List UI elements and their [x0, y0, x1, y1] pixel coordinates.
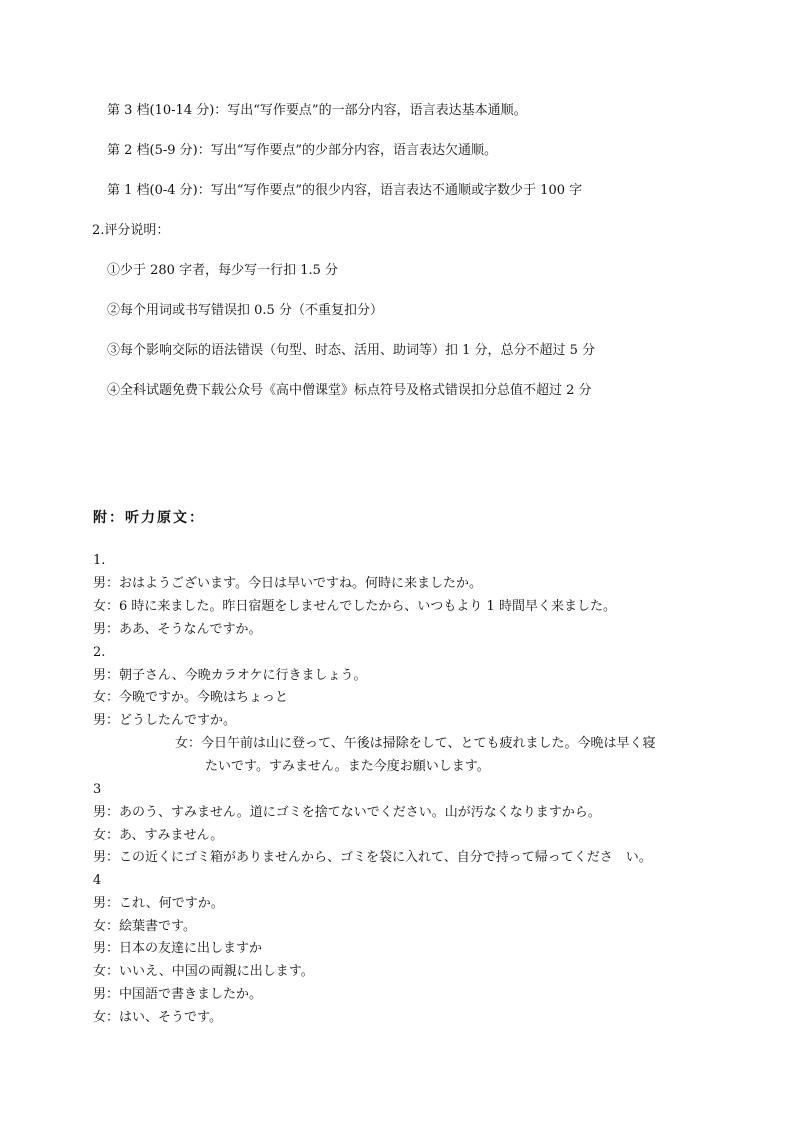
- q4-line-5: 男：中国語で書きましたか。: [93, 987, 263, 1002]
- q3-line-2: 女：あ、すみません。: [93, 828, 224, 843]
- question-3-number: 3: [93, 782, 102, 797]
- q2-line-3: 男：どうしたんですか。: [93, 713, 237, 728]
- q4-line-2: 女：絵葉書です。: [93, 919, 196, 934]
- q4-line-4: 女：いいえ、中国の両親に出します。: [93, 964, 314, 979]
- grade-3-text: 第 3 档(10-14 分)：写出“写作要点”的一部分内容，语言表达基本通顺。: [107, 103, 527, 118]
- criterion-1: ①少于 280 字者，每少写一行扣 1.5 分: [107, 263, 339, 278]
- q2-line-4-continued: たいです。すみません。また今度お願いします。: [205, 759, 490, 774]
- question-1-number: 1.: [93, 553, 106, 568]
- q3-line-1: 男：あのう、すみません。道にゴミを捨てないでください。山が汚なくなりますから。: [93, 805, 601, 820]
- q4-line-6: 女：はい、そうです。: [93, 1010, 222, 1025]
- criterion-3: ③每个影响交际的语法错误（句型、时态、活用、助词等）扣 1 分，总分不超过 5 分: [107, 343, 596, 358]
- q1-line-3: 男：ああ、そうなんですか。: [93, 622, 262, 637]
- q2-line-4: 女：今日午前は山に登って、午後は掃除をして、とても疲れました。今晩は早く寝: [175, 736, 656, 751]
- q4-line-1: 男：これ、何ですか。: [93, 896, 224, 911]
- criterion-2: ②每个用词或书写错误扣 0.5 分（不重复扣分）: [107, 303, 383, 318]
- criterion-4: ④全科试题免费下载公众号《高中僧课堂》标点符号及格式错误扣分总值不超过 2 分: [107, 383, 592, 398]
- grade-1-text: 第 1 档(0-4 分)：写出“写作要点”的很少内容，语言表达不通顺或字数少于 100 字: [107, 183, 583, 198]
- q1-line-2: 女：6 時に来ました。昨日宿題をしませんでしたから、いつもより 1 時間早く来ました。: [93, 599, 616, 614]
- q2-line-2: 女：今晩ですか。今晩はちょっと: [93, 690, 289, 705]
- grade-2-text: 第 2 档(5-9 分)：写出“写作要点”的少部分内容，语言表达欠通顺。: [107, 143, 498, 158]
- q1-line-1: 男：おはようございます。今日は早いですね。何時に来ましたか。: [93, 576, 482, 591]
- question-2-number: 2.: [93, 645, 106, 660]
- appendix-heading: 附：听力原文：: [93, 510, 205, 526]
- question-4-number: 4: [93, 873, 102, 888]
- section-2-title: 2.评分说明：: [92, 223, 170, 238]
- q2-line-1: 男：朝子さん、今晩カラオケに行きましょう。: [93, 668, 367, 683]
- q3-line-3: 男：この近くにゴミ箱がありませんから、ゴミを袋に入れて、自分で持って帰ってくださ い。: [93, 850, 652, 865]
- q4-line-3: 男：日本の友達に出しますか: [93, 941, 263, 956]
